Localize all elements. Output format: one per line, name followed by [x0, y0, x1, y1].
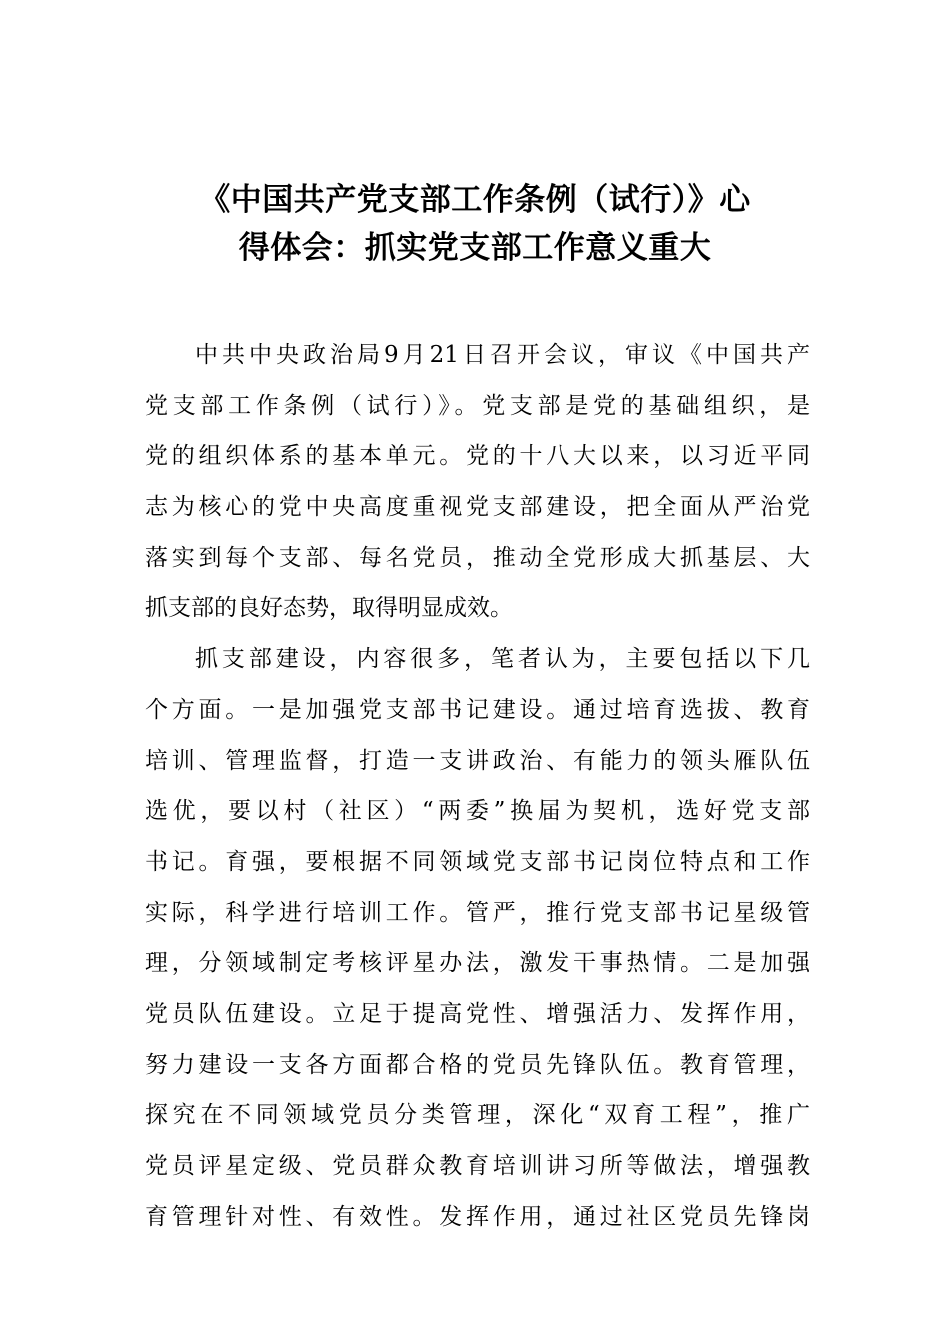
paragraph-line: 落实到每个支部、每名党员，推动全党形成大抓基层、大	[145, 544, 810, 571]
paragraph-1	[145, 330, 810, 634]
paragraph-line: 培训、管理监督，打造一支讲政治、有能力的领头雁队伍	[145, 747, 810, 774]
paragraph-line: 理，分领域制定考核评星办法，激发干事热情。二是加强	[145, 950, 810, 977]
paragraph-line: 党的组织体系的基本单元。党的十八大以来，以习近平同	[145, 443, 810, 470]
document-body	[145, 330, 810, 1242]
paragraph-2	[145, 634, 810, 1242]
paragraph-line: 党员评星定级、党员群众教育培训讲习所等做法，增强教	[145, 1153, 810, 1179]
paragraph-line: 中共中央政治局9月21日召开会议，审议《中国共产	[195, 342, 810, 368]
paragraph-line: 抓支部的良好态势，取得明显成效。	[145, 595, 513, 622]
paragraph-line: 志为核心的党中央高度重视党支部建设，把全面从严治党	[145, 494, 810, 521]
paragraph-line: 抓支部建设，内容很多，笔者认为，主要包括以下几	[195, 646, 810, 673]
paragraph-line: 书记。育强，要根据不同领域党支部书记岗位特点和工作	[145, 848, 810, 875]
document-title	[140, 176, 810, 272]
paragraph-line: 党员队伍建设。立足于提高党性、增强活力、发挥作用，	[145, 1000, 810, 1027]
paragraph-line: 个方面。一是加强党支部书记建设。通过培育选拔、教育	[145, 696, 810, 723]
paragraph-line: 选优，要以村（社区）“两委”换届为契机，选好党支部	[145, 798, 810, 825]
paragraph-line: 探究在不同领域党员分类管理，深化“双育工程”，推广	[145, 1102, 810, 1129]
paragraph-line: 实际，科学进行培训工作。管严，推行党支部书记星级管	[145, 899, 810, 926]
paragraph-line: 育管理针对性、有效性。发挥作用，通过社区党员先锋岗	[145, 1203, 810, 1230]
title-line: 《中国共产党支部工作条例（试行）》心	[199, 182, 751, 218]
paragraph-line: 努力建设一支各方面都合格的党员先锋队伍。教育管理，	[145, 1051, 810, 1078]
paragraph-line: 党支部工作条例（试行）》。党支部是党的基础组织，是	[145, 392, 810, 419]
title-line: 得体会：抓实党支部工作意义重大	[238, 230, 712, 266]
